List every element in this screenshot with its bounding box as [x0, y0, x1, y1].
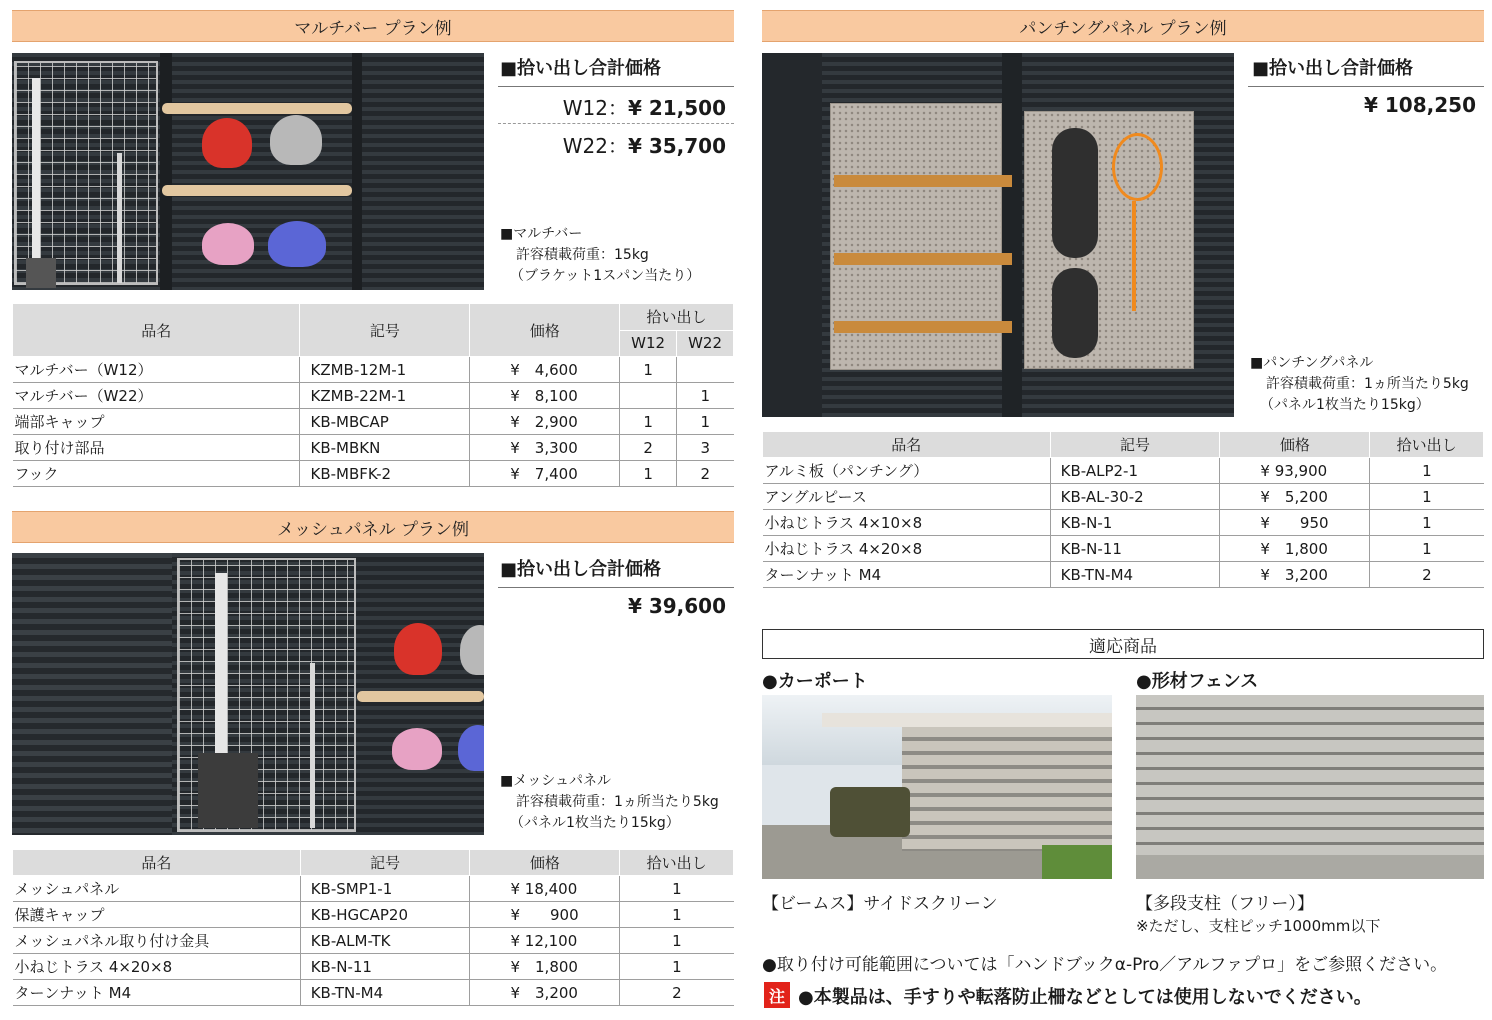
- row-name: メッシュパネル: [13, 876, 301, 902]
- punching-section-header: [762, 10, 1484, 42]
- row-price: ¥ 3,200: [470, 980, 620, 1006]
- row-code: KB-N-1: [1050, 510, 1220, 536]
- row-code: KB-MBCAP: [300, 409, 470, 435]
- multibar-w12-price: ¥ 21,500: [627, 96, 726, 120]
- row-name: ターンナット M4: [13, 980, 301, 1006]
- row-qty: 2: [1370, 562, 1484, 588]
- punching-note-sub: （パネル1枚当たり15kg）: [1260, 397, 1430, 413]
- row-w22: 2: [677, 461, 734, 487]
- col-header-name: 品名: [763, 432, 1051, 458]
- multibar-w12-total: [498, 92, 726, 121]
- row-code: KB-MBKN: [300, 435, 470, 461]
- multibar-photo: [12, 53, 484, 290]
- mesh-note-sub: （パネル1枚当たり15kg）: [510, 815, 680, 831]
- row-w22: 1: [677, 383, 734, 409]
- row-name: 端部キャップ: [13, 409, 300, 435]
- row-qty: 1: [1370, 484, 1484, 510]
- punching-total-price: ¥ 108,250: [1364, 93, 1476, 117]
- col-header-pick: 拾い出し: [620, 304, 734, 331]
- row-code: KB-ALM-TK: [300, 928, 470, 954]
- row-price: ¥ 950: [1220, 510, 1370, 536]
- col-header-code: 記号: [1050, 432, 1220, 458]
- applicable-header: [762, 629, 1484, 659]
- row-qty: 1: [620, 902, 734, 928]
- col-header-w12: W12: [620, 330, 677, 357]
- punching-table: [762, 431, 1484, 588]
- row-name: 小ねじトラス 4×10×8: [763, 510, 1051, 536]
- row-code: KB-TN-M4: [1050, 562, 1220, 588]
- multibar-note-title: ■マルチバー: [500, 226, 583, 242]
- punching-photo: [762, 53, 1234, 417]
- row-price: ¥ 5,200: [1220, 484, 1370, 510]
- row-qty: 1: [1370, 458, 1484, 484]
- multibar-note-sub: （ブラケット1スパン当たり）: [510, 268, 701, 284]
- col-header-price: 価格: [470, 850, 620, 876]
- row-code: KB-N-11: [1050, 536, 1220, 562]
- mesh-total-price: ¥ 39,600: [627, 594, 726, 618]
- row-name: ターンナット M4: [763, 562, 1051, 588]
- caution-badge: 注: [764, 982, 790, 1008]
- multibar-sum-title: ■拾い出し合計価格: [500, 58, 662, 79]
- row-qty: 1: [1370, 510, 1484, 536]
- row-name: マルチバー（W22）: [13, 383, 300, 409]
- mesh-note-title: ■メッシュパネル: [500, 773, 611, 789]
- row-code: KB-SMP1-1: [300, 876, 470, 902]
- punching-note: [1250, 353, 1469, 416]
- table-row: [13, 876, 734, 902]
- row-price: ¥ 4,600: [470, 357, 620, 383]
- table-row: [13, 409, 734, 435]
- row-code: KB-N-11: [300, 954, 470, 980]
- row-w12: 1: [620, 409, 677, 435]
- row-qty: 1: [620, 954, 734, 980]
- punching-note-load: 許容積載荷重：1ヵ所当たり5kg: [1266, 376, 1469, 392]
- row-price: ¥ 18,400: [470, 876, 620, 902]
- row-w12: [620, 383, 677, 409]
- col-header-pick: 拾い出し: [1370, 432, 1484, 458]
- row-price: ¥ 93,900: [1220, 458, 1370, 484]
- multibar-table: [12, 303, 734, 487]
- caution-note: ●本製品は、手すりや転落防止柵などとしては使用しないでください。: [798, 987, 1372, 1008]
- row-name: マルチバー（W12）: [13, 357, 300, 383]
- row-name: フック: [13, 461, 300, 487]
- table-row: [13, 357, 734, 383]
- row-w12: 1: [620, 357, 677, 383]
- row-w12: 1: [620, 461, 677, 487]
- mesh-photo: [12, 553, 484, 835]
- multibar-w22-price: ¥ 35,700: [627, 134, 726, 158]
- row-code: KB-TN-M4: [300, 980, 470, 1006]
- row-w22: [677, 357, 734, 383]
- row-name: 取り付け部品: [13, 435, 300, 461]
- row-price: ¥ 3,200: [1220, 562, 1370, 588]
- punching-note-title: ■パンチングパネル: [1250, 355, 1374, 371]
- row-code: KZMB-12M-1: [300, 357, 470, 383]
- table-row: [13, 980, 734, 1006]
- row-price: ¥ 1,800: [1220, 536, 1370, 562]
- carport-label: ●カーポート: [762, 671, 868, 692]
- table-row: [13, 954, 734, 980]
- multibar-section-header: [12, 10, 734, 42]
- mesh-sum-title: ■拾い出し合計価格: [500, 559, 662, 580]
- row-code: KB-ALP2-1: [1050, 458, 1220, 484]
- col-header-w22: W22: [677, 330, 734, 357]
- punching-sum-title: ■拾い出し合計価格: [1252, 58, 1414, 79]
- table-row: [763, 458, 1484, 484]
- row-price: ¥ 1,800: [470, 954, 620, 980]
- table-row: [13, 928, 734, 954]
- multibar-title: マルチバー プラン例: [294, 18, 452, 39]
- row-w22: 3: [677, 435, 734, 461]
- row-price: ¥ 3,300: [470, 435, 620, 461]
- row-price: ¥ 8,100: [470, 383, 620, 409]
- row-qty: 1: [620, 928, 734, 954]
- row-code: KB-MBFK-2: [300, 461, 470, 487]
- fence-label: ●形材フェンス: [1136, 671, 1259, 692]
- row-code: KB-AL-30-2: [1050, 484, 1220, 510]
- col-header-code: 記号: [300, 304, 470, 357]
- fence-note: ※ただし、支柱ピッチ1000mm以下: [1136, 917, 1381, 935]
- multibar-w22-total: [498, 130, 726, 159]
- mesh-table: [12, 849, 734, 1006]
- multibar-note: [500, 224, 700, 287]
- carport-caption: 【ビームス】サイドスクリーン: [762, 894, 998, 914]
- row-w12: 2: [620, 435, 677, 461]
- table-row: [763, 536, 1484, 562]
- table-row: [13, 383, 734, 409]
- fence-caption: 【多段支柱（フリー）】: [1136, 894, 1314, 914]
- table-row: [13, 435, 734, 461]
- row-name: 保護キャップ: [13, 902, 301, 928]
- row-w22: 1: [677, 409, 734, 435]
- col-header-pick: 拾い出し: [620, 850, 734, 876]
- row-name: アングルピース: [763, 484, 1051, 510]
- col-header-price: 価格: [1220, 432, 1370, 458]
- col-header-name: 品名: [13, 850, 301, 876]
- col-header-price: 価格: [470, 304, 620, 357]
- col-header-code: 記号: [300, 850, 470, 876]
- row-code: KZMB-22M-1: [300, 383, 470, 409]
- row-qty: 1: [1370, 536, 1484, 562]
- row-name: 小ねじトラス 4×20×8: [13, 954, 301, 980]
- row-name: 小ねじトラス 4×20×8: [763, 536, 1051, 562]
- table-row: [763, 510, 1484, 536]
- multibar-w12-label: W12：: [562, 96, 628, 120]
- table-row: [13, 902, 734, 928]
- row-price: ¥ 12,100: [470, 928, 620, 954]
- row-name: メッシュパネル取り付け金具: [13, 928, 301, 954]
- col-header-name: 品名: [13, 304, 300, 357]
- carport-photo: [762, 695, 1112, 879]
- row-price: ¥ 2,900: [470, 409, 620, 435]
- table-row: [763, 562, 1484, 588]
- fence-photo: [1136, 695, 1484, 879]
- multibar-note-load: 許容積載荷重：15kg: [516, 247, 649, 263]
- mesh-title: メッシュパネル プラン例: [276, 519, 470, 540]
- row-price: ¥ 900: [470, 902, 620, 928]
- row-qty: 1: [620, 876, 734, 902]
- row-qty: 2: [620, 980, 734, 1006]
- row-code: KB-HGCAP20: [300, 902, 470, 928]
- punching-title: パンチングパネル プラン例: [1019, 18, 1227, 39]
- mesh-section-header: [12, 511, 734, 543]
- mesh-note: [500, 771, 719, 834]
- multibar-w22-label: W22：: [562, 134, 628, 158]
- mesh-note-load: 許容積載荷重：1ヵ所当たり5kg: [516, 794, 719, 810]
- table-row: [763, 484, 1484, 510]
- table-row: [13, 461, 734, 487]
- row-price: ¥ 7,400: [470, 461, 620, 487]
- install-note: ●取り付け可能範囲については「ハンドブックα-Pro／アルファプロ」をご参照ください。: [762, 955, 1448, 975]
- row-name: アルミ板（パンチング）: [763, 458, 1051, 484]
- applicable-title: 適応商品: [1089, 636, 1157, 657]
